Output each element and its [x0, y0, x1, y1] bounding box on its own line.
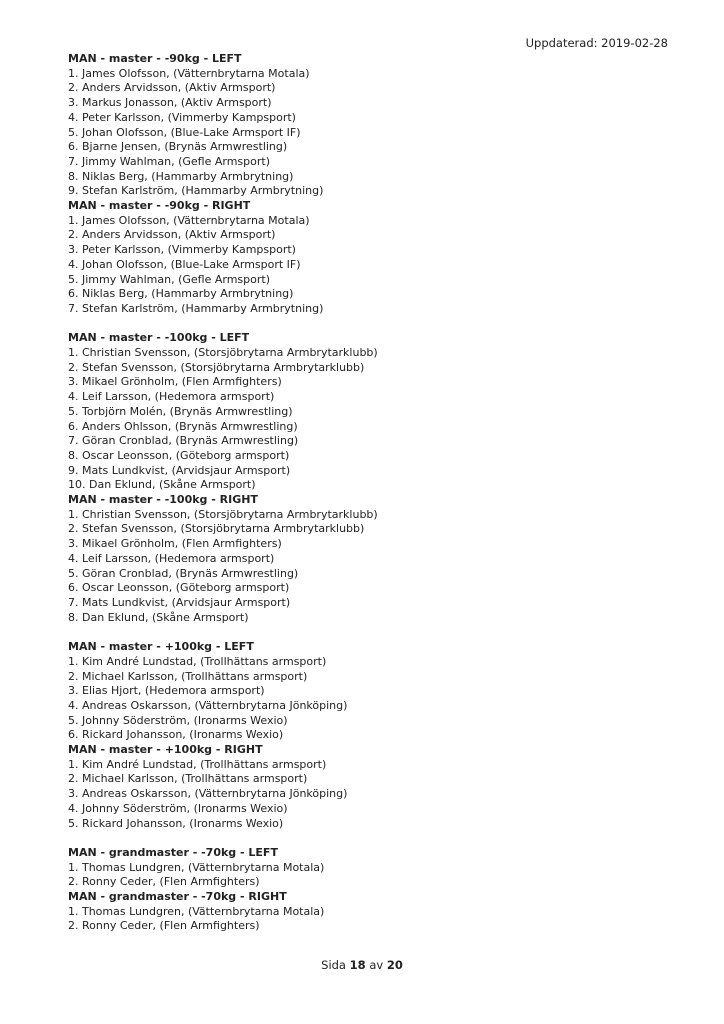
result-entry: 2. Michael Karlsson, (Trollhättans armsport) [68, 669, 308, 683]
result-entry: 5. Johan Olofsson, (Blue-Lake Armsport IF) [68, 125, 301, 139]
result-entry: 5. Torbjörn Molén, (Brynäs Armwrestling) [68, 404, 293, 418]
result-entry: 6. Niklas Berg, (Hammarby Armbrytning) [68, 287, 294, 301]
result-entry: 7. Jimmy Wahlman, (Gefle Armsport) [68, 154, 271, 168]
section-title: MAN - master - +100kg - RIGHT [68, 743, 263, 757]
result-entry: 3. Andreas Oskarsson, (Vätternbrytarna Jönköping) [68, 787, 348, 801]
result-entry: 6. Anders Ohlsson, (Brynäs Armwrestling) [68, 419, 298, 433]
result-entry: 2. Michael Karlsson, (Trollhättans armsport) [68, 772, 308, 786]
result-entry: 3. Mikael Grönholm, (Flen Armfighters) [68, 375, 282, 389]
result-entry: 2. Ronny Ceder, (Flen Armfighters) [68, 875, 260, 889]
results-list [68, 52, 668, 934]
result-entry: 8. Oscar Leonsson, (Göteborg armsport) [68, 448, 290, 462]
section-gap [68, 831, 668, 846]
result-entry: 2. Ronny Ceder, (Flen Armfighters) [68, 919, 260, 933]
result-entry: 3. Elias Hjort, (Hedemora armsport) [68, 684, 265, 698]
result-entry: 8. Niklas Berg, (Hammarby Armbrytning) [68, 169, 294, 183]
result-entry: 2. Stefan Svensson, (Storsjöbrytarna Armbrytarklubb) [68, 360, 365, 374]
result-entry: 4. Leif Larsson, (Hedemora armsport) [68, 551, 275, 565]
result-entry: 6. Rickard Johansson, (Ironarms Wexio) [68, 728, 284, 742]
result-entry: 9. Stefan Karlström, (Hammarby Armbrytning) [68, 184, 324, 198]
result-entry: 2. Anders Arvidsson, (Aktiv Armsport) [68, 81, 276, 95]
result-entry: 4. Johnny Söderström, (Ironarms Wexio) [68, 801, 288, 815]
result-entry: 6. Bjarne Jensen, (Brynäs Armwrestling) [68, 140, 288, 154]
page-separator: av [369, 958, 384, 972]
result-entry: 5. Rickard Johansson, (Ironarms Wexio) [68, 816, 284, 830]
result-entry: 1. Thomas Lundgren, (Vätternbrytarna Motala) [68, 904, 325, 918]
result-entry: 3. Markus Jonasson, (Aktiv Armsport) [68, 96, 272, 110]
section-title: MAN - grandmaster - -70kg - RIGHT [68, 890, 287, 904]
result-entry: 1. Christian Svensson, (Storsjöbrytarna Armbrytarklubb) [68, 507, 378, 521]
page-current: 18 [349, 958, 366, 972]
result-entry: 7. Stefan Karlström, (Hammarby Armbrytning) [68, 301, 324, 315]
page-prefix: Sida [321, 958, 346, 972]
result-entry: 1. Kim André Lundstad, (Trollhättans armsport) [68, 757, 327, 771]
result-entry: 3. Mikael Grönholm, (Flen Armfighters) [68, 537, 282, 551]
result-entry: 5. Jimmy Wahlman, (Gefle Armsport) [68, 272, 271, 286]
section-title: MAN - grandmaster - -70kg - LEFT [68, 845, 278, 859]
result-entry: 4. Johan Olofsson, (Blue-Lake Armsport IF) [68, 257, 301, 271]
page-footer [0, 958, 724, 972]
result-entry: 3. Peter Karlsson, (Vimmerby Kampsport) [68, 243, 296, 257]
result-entry: 6. Oscar Leonsson, (Göteborg armsport) [68, 581, 290, 595]
section-gap [68, 625, 668, 640]
result-entry: 7. Göran Cronblad, (Brynäs Armwrestling) [68, 434, 299, 448]
result-entry: 5. Johnny Söderström, (Ironarms Wexio) [68, 713, 288, 727]
section-title: MAN - master - -100kg - RIGHT [68, 493, 258, 507]
result-entry: 1. Thomas Lundgren, (Vätternbrytarna Motala) [68, 860, 325, 874]
result-entry: 8. Dan Eklund, (Skåne Armsport) [68, 610, 249, 624]
page-total: 20 [386, 958, 403, 972]
result-entry: 5. Göran Cronblad, (Brynäs Armwrestling) [68, 566, 299, 580]
section-gap [68, 317, 668, 332]
section-title: MAN - master - -100kg - LEFT [68, 331, 250, 345]
result-entry: 1. James Olofsson, (Vätternbrytarna Motala) [68, 66, 310, 80]
result-entry: 4. Leif Larsson, (Hedemora armsport) [68, 390, 275, 404]
result-entry: 2. Anders Arvidsson, (Aktiv Armsport) [68, 228, 276, 242]
result-entry: 4. Peter Karlsson, (Vimmerby Kampsport) [68, 110, 296, 124]
result-entry: 1. Kim André Lundstad, (Trollhättans armsport) [68, 654, 327, 668]
section-title: MAN - master - -90kg - LEFT [68, 52, 242, 65]
result-entry: 2. Stefan Svensson, (Storsjöbrytarna Armbrytarklubb) [68, 522, 365, 536]
result-entry: 10. Dan Eklund, (Skåne Armsport) [68, 478, 256, 492]
updated-date: Uppdaterad: 2019-02-28 [525, 36, 668, 50]
result-entry: 7. Mats Lundkvist, (Arvidsjaur Armsport) [68, 596, 291, 609]
result-entry: 4. Andreas Oskarsson, (Vätternbrytarna Jönköping) [68, 698, 348, 712]
result-entry: 1. Christian Svensson, (Storsjöbrytarna Armbrytarklubb) [68, 346, 378, 360]
section-title: MAN - master - +100kg - LEFT [68, 640, 254, 654]
result-entry: 1. James Olofsson, (Vätternbrytarna Motala) [68, 213, 310, 227]
section-title: MAN - master - -90kg - RIGHT [68, 199, 251, 213]
result-entry: 9. Mats Lundkvist, (Arvidsjaur Armsport) [68, 463, 291, 477]
